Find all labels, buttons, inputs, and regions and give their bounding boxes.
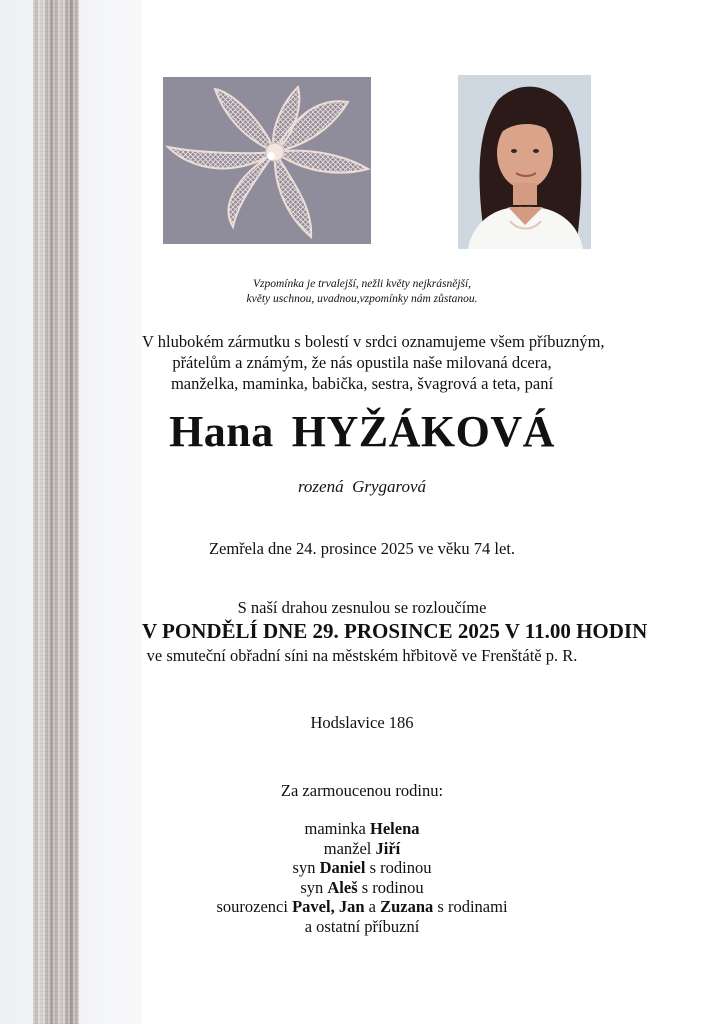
maiden-prefix: rozená: [297, 477, 344, 496]
relation-suffix: s rodinou: [361, 877, 424, 897]
family-row-mother: [142, 819, 582, 839]
first-name: Hana: [169, 407, 274, 456]
portrait-icon: [458, 75, 591, 249]
funeral-info: [142, 597, 648, 666]
relation-suffix: s rodinami: [437, 897, 508, 916]
family-row-husband: [142, 839, 582, 859]
funeral-location: ve smuteční obřadní síni na městském hřbitově ve Frenštátě p. R.: [146, 646, 578, 665]
lace-flower-photo: [163, 77, 371, 244]
family-row-son-2: [142, 878, 582, 898]
quote-line-2: květy uschnou, uvadnou,vzpomínky nám zůstanou.: [246, 293, 478, 305]
family-row-others: a ostatní příbuzní: [304, 916, 420, 936]
maiden-surname: Grygarová: [352, 477, 427, 496]
relative-name: Pavel,: [292, 897, 335, 916]
relative-name: Daniel: [319, 858, 366, 877]
family-address: Hodslavice 186: [310, 713, 414, 732]
relative-name: Aleš: [327, 877, 358, 897]
relative-name: Zuzana: [380, 897, 434, 916]
deceased-name: [142, 407, 582, 457]
intro-line-3: manželka, maminka, babička, sestra, švagrová a teta, paní: [170, 374, 554, 393]
relation: manžel: [323, 838, 372, 858]
family-list: [142, 819, 582, 936]
funeral-date-time: V PONDĚLÍ DNE 29. PROSINCE 2025 V 11.00 HODIN: [142, 619, 648, 643]
death-notice: Zemřela dne 24. prosince 2025 ve věku 74 let.: [208, 539, 516, 558]
family-heading: Za zarmoucenou rodinu:: [280, 781, 444, 800]
relation: sourozenci: [216, 897, 288, 916]
relation: syn: [292, 858, 316, 877]
announcement-intro: [142, 331, 605, 394]
relative-name: Jiří: [375, 838, 401, 858]
relative-name: Jan: [338, 897, 365, 916]
quote-line-1: Vzpomínka je trvalejší, nežli květy nejkrásnější,: [252, 278, 472, 290]
intro-line-2: přátelům a známým, že nás opustila naše milovaná dcera,: [172, 353, 552, 372]
relation-suffix: s rodinou: [369, 858, 432, 877]
farewell-line-1: S naší drahou zesnulou se rozloučíme: [237, 598, 487, 617]
family-row-siblings: [142, 897, 582, 917]
relation: syn: [300, 877, 324, 897]
conjunction: a: [368, 897, 376, 916]
relative-name: Helena: [370, 819, 420, 838]
maiden-name: [142, 476, 582, 498]
intro-line-1: V hlubokém zármutku s bolestí v srdci oznamujeme všem příbuzným,: [142, 332, 605, 351]
portrait-photo: [458, 75, 591, 249]
family-row-son-1: [142, 858, 582, 878]
relation: maminka: [304, 819, 366, 838]
memorial-quote: [142, 277, 582, 307]
lace-flower-icon: [163, 77, 371, 244]
mourning-ribbon: [33, 0, 79, 1024]
last-name: HYŽÁKOVÁ: [291, 407, 555, 456]
